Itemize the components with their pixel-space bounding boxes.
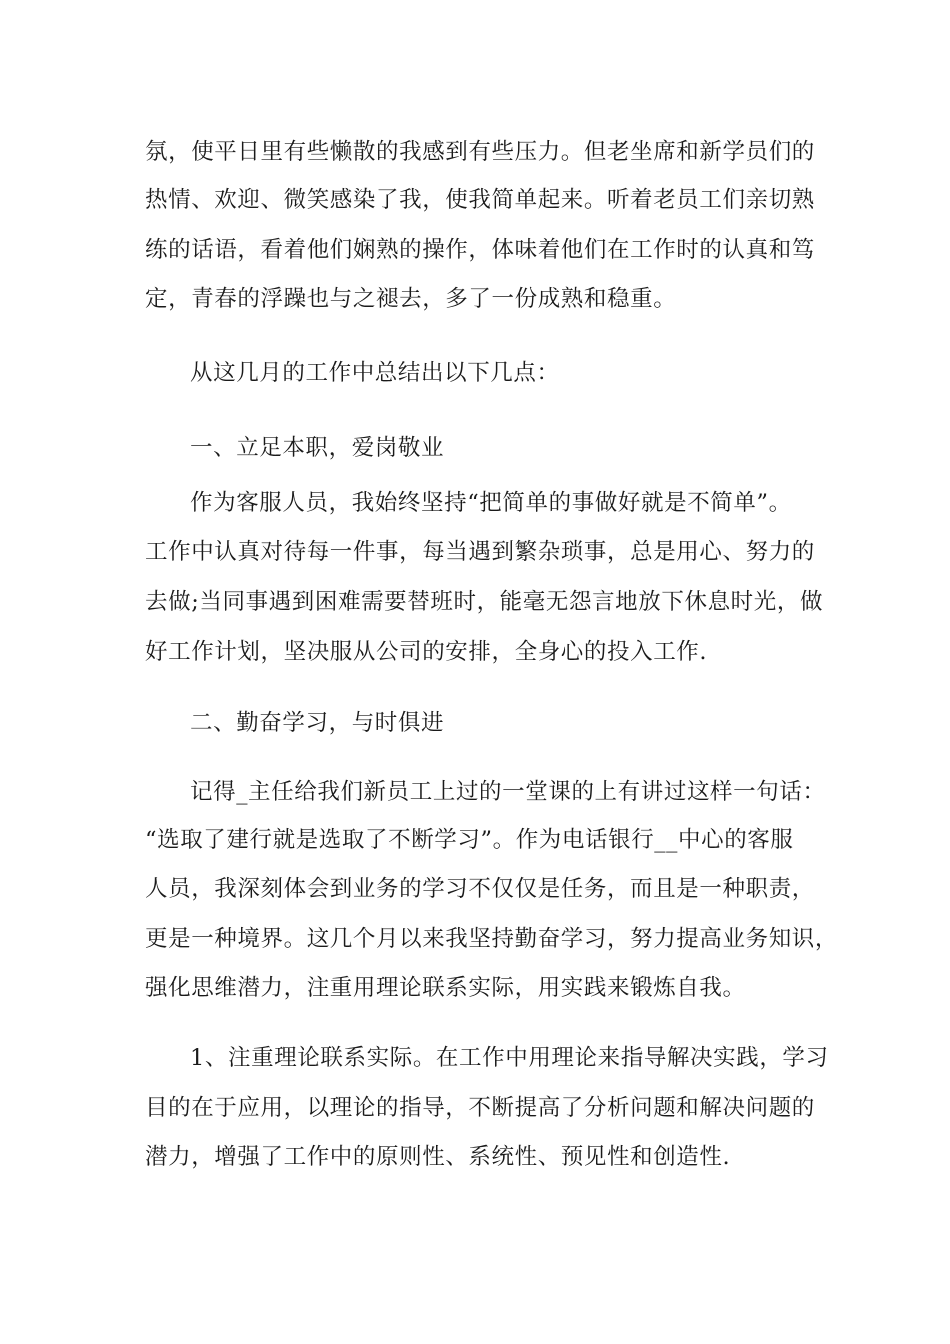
paragraph-line: 1、注重理论联系实际。在工作中用理论来指导解决实践，学习 bbox=[190, 1045, 829, 1071]
paragraph-line: 氛，使平日里有些懒散的我感到有些压力。但老坐席和新学员们的 bbox=[145, 139, 815, 165]
paragraph-line: 去做;当同事遇到困难需要替班时，能毫无怨言地放下休息时光，做 bbox=[145, 589, 824, 615]
section-heading: 一、立足本职，爱岗敬业 bbox=[190, 435, 445, 461]
paragraph-line: 热情、欢迎、微笑感染了我，使我简单起来。听着老员工们亲切熟 bbox=[145, 187, 815, 213]
paragraph-line: 强化思维潜力，注重用理论联系实际，用实践来锻炼自我。 bbox=[145, 975, 746, 1001]
section-heading: 二、勤奋学习，与时俱进 bbox=[190, 710, 445, 736]
paragraph-line: 好工作计划，坚决服从公司的安排，全身心的投入工作. bbox=[145, 639, 708, 665]
paragraph-line: 人员，我深刻体会到业务的学习不仅仅是任务，而且是一种职责， bbox=[145, 876, 815, 902]
paragraph-line: 更是一种境界。这几个月以来我坚持勤奋学习，努力提高业务知识， bbox=[145, 926, 839, 952]
paragraph-line: 潜力，增强了工作中的原则性、系统性、预见性和创造性. bbox=[145, 1144, 731, 1170]
paragraph-line: 定，青春的浮躁也与之褪去，多了一份成熟和稳重。 bbox=[145, 286, 677, 312]
paragraph-line: 工作中认真对待每一件事，每当遇到繁杂琐事，总是用心、努力的 bbox=[145, 539, 815, 565]
paragraph-line: 目的在于应用，以理论的指导，不断提高了分析问题和解决问题的 bbox=[145, 1095, 815, 1121]
paragraph-line: 记得_主任给我们新员工上过的一堂课的上有讲过这样一句话： bbox=[190, 779, 826, 805]
paragraph-line: “选取了建行就是选取了不断学习”。作为电话银行__中心的客服 bbox=[145, 827, 794, 853]
paragraph-line: 作为客服人员，我始终坚持“把简单的事做好就是不简单”。 bbox=[190, 490, 792, 516]
paragraph-line: 练的话语，看着他们娴熟的操作，体味着他们在工作时的认真和笃 bbox=[145, 237, 815, 263]
paragraph-line: 从这几月的工作中总结出以下几点： bbox=[190, 360, 560, 386]
